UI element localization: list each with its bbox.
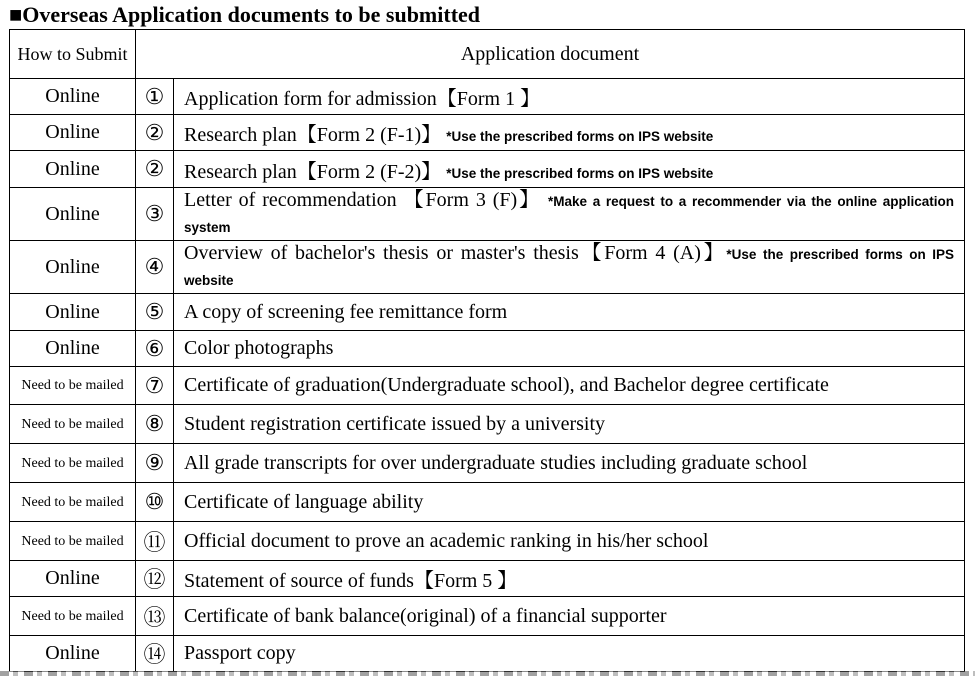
item-number: ⑦ (136, 367, 174, 405)
table-row (10, 367, 965, 405)
document-name: Certificate of graduation(Undergraduate school), and Bachelor degree certificate (184, 374, 829, 396)
form-reference: 【Form 4 (A)】 (578, 242, 727, 264)
how-to-submit-cell: Need to be mailed (10, 405, 136, 444)
document-name: Color photographs (184, 337, 334, 359)
document-name: Research plan (184, 160, 297, 183)
document-name: All grade transcripts for over undergraduate studies including graduate school (184, 451, 808, 474)
item-number: ③ (136, 188, 174, 241)
how-to-submit-cell: Online (10, 188, 136, 241)
item-number: ⑫ (136, 561, 174, 597)
how-to-submit-cell: Online (10, 561, 136, 597)
document-name: Application form for admission (184, 88, 437, 110)
item-number: ① (136, 79, 174, 115)
how-to-submit-cell: Online (10, 115, 136, 151)
table-row (10, 79, 965, 115)
form-reference: 【Form 1 】 (436, 88, 541, 110)
document-cell (174, 522, 965, 561)
document-name: Certificate of language ability (184, 490, 424, 513)
document-note: *Use the prescribed forms on IPS website (184, 247, 955, 288)
document-cell (174, 294, 965, 331)
document-name: Letter of recommendation (184, 189, 397, 211)
how-to-submit-cell: Need to be mailed (10, 483, 136, 522)
item-number: ⑪ (136, 522, 174, 561)
item-number: ⑧ (136, 405, 174, 444)
document-cell (174, 636, 965, 672)
how-to-submit-cell: Online (10, 241, 136, 294)
cropped-text-edge (0, 671, 975, 676)
document-cell (174, 444, 965, 483)
how-to-submit-cell: Need to be mailed (10, 522, 136, 561)
how-to-submit-cell: Need to be mailed (10, 597, 136, 636)
document-cell (174, 561, 965, 597)
document-cell (174, 241, 965, 294)
item-number: ② (136, 115, 174, 151)
table-row (10, 561, 965, 597)
item-number: ⑭ (136, 636, 174, 672)
item-number: ⑬ (136, 597, 174, 636)
table-row (10, 483, 965, 522)
table-row (10, 188, 965, 241)
document-name: Official document to prove an academic ranking in his/her school (184, 529, 709, 552)
table-row (10, 444, 965, 483)
document-name: Research plan (184, 124, 297, 146)
how-to-submit-cell: Need to be mailed (10, 367, 136, 405)
document-cell (174, 597, 965, 636)
document-name: A copy of screening fee remittance form (184, 300, 508, 323)
document-name: Student registration certificate issued by a university (184, 412, 605, 435)
document-cell (174, 405, 965, 444)
table-row (10, 115, 965, 151)
form-reference: 【Form 2 (F-1)】 (296, 124, 442, 146)
how-to-submit-cell: Need to be mailed (10, 444, 136, 483)
document-name: Passport copy (184, 642, 296, 664)
how-to-submit-cell: Online (10, 151, 136, 188)
item-number: ④ (136, 241, 174, 294)
table-header-row (10, 30, 965, 79)
item-number: ⑨ (136, 444, 174, 483)
document-note: *Use the prescribed forms on IPS website (446, 129, 714, 144)
document-cell (174, 151, 965, 188)
table-row (10, 636, 965, 672)
document-name: Overview of bachelor's thesis or master's thesis (184, 242, 579, 264)
how-to-submit-cell: Online (10, 331, 136, 367)
how-to-submit-cell: Online (10, 636, 136, 672)
document-name: Statement of source of funds (184, 570, 414, 592)
table-row (10, 151, 965, 188)
document-name: Certificate of bank balance(original) of a financial supporter (184, 604, 667, 627)
document-cell (174, 331, 965, 367)
table-row (10, 241, 965, 294)
item-number: ⑩ (136, 483, 174, 522)
item-number: ② (136, 151, 174, 188)
item-number: ⑤ (136, 294, 174, 331)
document-cell (174, 483, 965, 522)
form-reference: 【Form 2 (F-2)】 (296, 160, 442, 183)
document-cell (174, 367, 965, 405)
header-how-to-submit: How to Submit (10, 30, 136, 79)
document-cell (174, 188, 965, 241)
table-row (10, 405, 965, 444)
table-row (10, 597, 965, 636)
form-reference: 【Form 5 】 (413, 570, 518, 592)
form-reference: 【Form 3 (F)】 (403, 189, 542, 211)
document-cell (174, 79, 965, 115)
how-to-submit-cell: Online (10, 79, 136, 115)
header-application-document: Application document (136, 30, 965, 79)
document-note: *Use the prescribed forms on IPS website (446, 165, 714, 181)
page-title: ■Overseas Application documents to be submitted (9, 2, 481, 27)
table-row (10, 522, 965, 561)
how-to-submit-cell: Online (10, 294, 136, 331)
table-row (10, 294, 965, 331)
item-number: ⑥ (136, 331, 174, 367)
document-note: *Make a request to a recommender via the online application system (184, 194, 955, 235)
documents-table (9, 29, 965, 672)
table-row (10, 331, 965, 367)
document-cell (174, 115, 965, 151)
